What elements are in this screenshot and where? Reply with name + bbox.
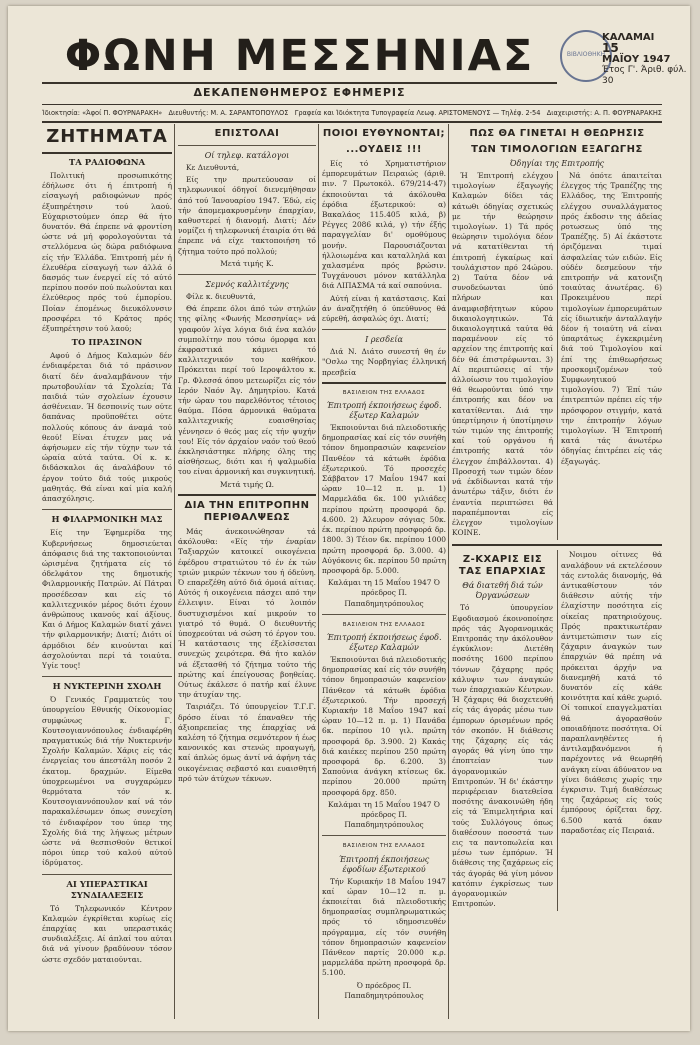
subcolumn-divider xyxy=(557,171,558,540)
letter1-text: Είς την πρωτεύουσαν οί τηλεφωνικοί όδηγοί διενεμήθησαν άπό τού Ίανουαρίου 1947. Έδώ, είς τήν άπομεμακρυσμένην έπαρχίαν, καθυστερεί ή διανομή. Διατί; Δέν νομίζει ή τηλεφωνική έταιρία ότι θά έπρεπε νά είχε τακτοποιήση τό ζήτημα τούτο πρό πολλού; xyxy=(178,175,316,256)
divider xyxy=(42,152,172,154)
masthead xyxy=(42,20,687,100)
relief-text: Μάς άνεκοινώθησαν τά άκόλουθα: «Είς τήν έναρίαν Ταξιαρχών κατοικεί οικογένεια έφέδρου στρατιώτου τό έν έκ τών τριών μικρών τέκνων του ή όδεύνη. Ό επαρεζέθη αύτό διά όμοιά αίτιας. Αύτός ή οικογένεια πάσχει από την έλλειψιν. Είναι τό λοιπόν δυστυχισμένοι καί μικρούν το γιατρό τό θυμά. Ο διευθυντής ύποχρεούται νά σώση τό έργον του. Ή κατάστασις της έξελίσσεται συνεχώς χειρότερα. Θά ήτο καλόν νά έξετασθή τό ζήτημα τούτο τής πρώτης καί έπείγουσας βοηθείας. Ούτως έκάλεσε ό πατήρ καί έλυνε την άτυχίαν της. xyxy=(178,526,316,700)
divider xyxy=(452,544,662,546)
calls-title: ΑΙ ΥΠΕΡΑΣΤΙΚΑΙ ΣΥΝΔΙΑΛΕΞΕΙΣ xyxy=(66,879,148,901)
night-school-title: Η ΝΥΚΤΕΡΙΝΗ ΣΧΟΛΗ xyxy=(52,682,162,693)
notice2-title: Έπιτροπή έκποιήσεως έφοδ. έξωτερ Καλαμών xyxy=(326,632,442,652)
column-divider xyxy=(174,124,175,1019)
notice2-text: Έκποιούνται διά πλειοδοτικής δημοπρασίας καί είς τόν συνήθη τόπον δημοπρασιών καφενείον Πάνθεον τά κάτωθι έφόδια έξωτερικού. Τήν προσεχή Κυριακήν 18 Μαΐου 1947 καί ώραν 10—12 π. μ. 1) Πανάδα 6κ. περίπου 10 γιλ. πρώτη προσφορά δρ. 3.900. 2) Κακάς διά καιέκες περίπου 250 πρώτη προσφορά δρ. 6.200. 3) Σαπούνια άνάγκη κτίσεως 6κ. περίπου 20.000 πρώτη προσφορά δρχ. 850. xyxy=(322,654,446,797)
divider xyxy=(322,329,446,330)
night-school-text: Ό Γενικός Γραμματεύς του ύπουργείου Εθνικής Οίκονομίας συμφώνως κ. Γ. Κουτσογιαννόπουλος ένδιαφέρθη πραγματικώς διά τήν Νυκτερινήν Σχολήν Καλαμών. Χάρις είς τάς ένεργείας του άπεστάλη ποσόν 2 έκατομ. δραχμών. Είμεθα ύποχρεωμένοι να συγχαρώμεν θερμότατα τόν κ. Κουτσογιαννόπουλον καί νά τόν παρακαλέσωμεν όπως συνεχίση τό ένδιαφέρον του ύπερ της Σχολής διά της λήψεως μέτρων ώστε νά θεσπισθούν θετικοί πόροι ύπερ τού καλού αύτού ίδρύματος. xyxy=(42,695,172,868)
manager-info: Διαχειριστής: Α. Π. ΦΟΥΡΝΑΡΑΚΗΣ xyxy=(546,109,662,117)
export-heading-2: ΤΩΝ ΤΙΜΟΛΟΓΙΩΝ ΕΞΑΓΩΓΗΣ xyxy=(471,144,643,155)
notice2-kingdom: ΒΑΣΙΛΕΙΟΝ ΤΗΣ ΕΛΛΑΔΟΣ xyxy=(342,621,426,628)
export-heading-1: ΠΩΣ ΘΑ ΓΙΝΕΤΑΙ Η ΘΕΩΡΗΣΙΣ xyxy=(469,128,645,139)
dateline xyxy=(602,32,690,87)
notice2-signature: Καλάμαι τη 15 Μαΐου 1947 Ό πρόεδρος Π. Παπαδημητρόπουλος xyxy=(328,799,440,830)
date-city: ΚΑΛΑΜΑΙ xyxy=(602,32,655,43)
letter1-greeting: Κε Διευθυντά, xyxy=(186,163,240,172)
relief-text-2: Ταιριάζει. Τό ύπουργείον Τ.Γ.Γ. δρόσο έίναι τό έπαναθεν τής άξιοπρεπείας της έπαρχίας νά καλέση τό ζήτημα σεμνότερον ή έως κανονικός και στενώς προαγωγή, καί άπλώς όμως άντί νά άφήνη τάς οικογένειας σεβαστό και ευαισθητή πρό τών άτύχων τέκνων. xyxy=(178,702,316,783)
subcolumn-divider xyxy=(557,550,558,911)
divider xyxy=(322,835,446,836)
publication-info-bar xyxy=(42,104,662,123)
masthead-rule xyxy=(42,82,557,84)
embassy-text: Διά Ν. Διάτο συνεστή θη έν "Οσλω της Νορβηγίας έλληνική πρεσβεία xyxy=(322,347,446,377)
offices-info: Γραφεία και Ίδιόκτητα Τυπογραφεία Λεωφ. ΑΡΙΣΤΟΜΕΝΟΥΣ — Τηλέφ. 2-54 xyxy=(294,109,541,117)
column-export-invoices xyxy=(452,124,662,1024)
column-divider xyxy=(448,124,449,1019)
calls-text: Τό Τηλεφωνικόν Κέντρον Καλαμών έγκρίθεται κυρίως είς έπαρχίας και υπεραστικάς συνδιαλέξεις. Αί άπλαί του αύται διά νά γίνουν βραδύνουν τόσον ώστε σχεδόν ματαιούνται. xyxy=(42,903,172,964)
radios-title: ΤΑ ΡΑΔΙΟΦΩΝΑ xyxy=(68,158,146,168)
sugar-heading: Ζ-ΚΧΑΡΙΣ ΕΙΣ ΤΑΣ ΕΠΑΡΧΙΑΣ xyxy=(458,554,547,578)
letters-heading: ΕΠΙΣΤΟΛΑΙ xyxy=(214,128,280,139)
divider xyxy=(42,874,172,875)
export-text-a: Ή Έπιτροπή ελέγχου τιμολογίων έξαγωγής Καλαμών δίδει τάς κάτωθι όδηγίας σχετικώς με τήν θεώρησιν τιμολογίων. 1) Τά πρός θεώρησιν τιμολόγια δέον νά κατατίθενται τή έπιτροπή έγκαίρως καί τουλάχιστον πρό 24ώρου. 2) Ταύτα δέον νά συνοδεύωνται ύπό πλήρων και άναμφισβήτητων κύρου δικαιολογητικών. Τά δικαιολογητικά ταύτα θά παραμένουν είς τό αρχείον της έπιτροπής καί δέν θά έπιστρέφωνται. 3) Αί περιπτώσεις αί τήν άλλοίωσιν του τιμολογίου θά θεωρούνται ύπό την έπιτροπής και δέον να κατατίθενται. Διά την ύπερτίμησιν ή ύποτίμησιν τών τιμών της έπιτροπής καί τού οργάνου ή έπιτροπής κατά τόν έλεγχον έπιβάλλονται. 4) Προσοχή των τιμών δέον νά έκδίδωνται κατά τήν άνωτέρω τάξιν, διότι έν έναντία περιπτώσει θά παραπέμπονται είς έλεγχον τιμολογίων ΚΟΙΝΕ. xyxy=(452,171,553,538)
green-title: ΤΟ ΠΡΑΣΙΝΟΝ xyxy=(71,338,143,349)
notice3-title: Έπιτροπή έκποιήσεως έφοδίων έξωτερικού xyxy=(338,854,430,874)
newspaper-subtitle: ΔΕΚΑΠΕΝΘΗΜΕΡΟΣ ΕΦΗΜΕΡΙΣ xyxy=(193,86,406,99)
divider xyxy=(42,676,172,677)
export-body xyxy=(452,171,662,540)
newspaper-page xyxy=(8,6,690,1031)
letter1-title: Οί τηλεφ. κατάλογοι xyxy=(204,151,290,160)
notice3-text: Τήν Κυριακήν 18 Μαΐου 1947 καί ώραν 10—12 π. μ. έκποιείται διά πλειοδοτικής δημοπρασίας συμπληρωματικώς πρός τό ιδημοσιευθέν πρόγραμμα, είς τόν συνήθη τόπον δημοπρασιών καφενείον Πάνθεον παρτίς 20.000 κ.ρ. μαρμελάδα πρώτη προσφορά δρ. 5.100. xyxy=(322,876,446,978)
sugar-body xyxy=(452,550,662,911)
column-issues xyxy=(42,124,172,1024)
column-divider xyxy=(318,124,319,1019)
sugar-text-d: Νοιμου οίτινες θά αναλάβουν νά εκτελέσουν τάς εντολάς διανομής, θά άντικαθίστουν τόν διάθεσιν αύτής τήν έλαχίστην ποσότητα είς οίκείας πρατηριούχους. Πρός πρακτικωτέραν άντιμετώπισιν των είς ζάχαριν άναγκών των έπαρχιών θά πρέπη νά πρόκειται άρχήν να διανεμηθή κατά τό δυνατόν είς κάθε κοινότητα καί κάθε χωριό. Οί τοπικοί επαγγελματίαι θά άγορασθούν οποιαδήποτε ποσότητα. Οί παραπλανηθέντες ή άντιλαμβανόμενοι ή παρέχοντες νά θεωρηθή ανάγκη είναι άδύνατον να γίνει διάθεσις χωρίς την έγκρισιν. Τιμή διαθέσεως της ζαχάρεως είς τούς έμπόρους όρίζεται δρχ. 6.500 κατά όκαν παραδοτέας είς Πειραιά. xyxy=(561,550,662,835)
radios-text: Πολιτική προσωπικότης έδήλωσε ότι ή έπιτροπή ή είσαγωγή ραδιοφώνων πρός έξυπηρέτησιν τού λαού. Εύχαριστούμεν όπερ θά ήτο δυνατόν. Θά έπρεπε νά φροντίση ώστε νά μή φορολογούνται τά στελλόμενα ώς δώρα ραδιόφωνα είς τήν Έλλάδα. Έπιτροπή μέν ή έλευθέρα είσαγωγή των άλλά ό δασμός των ένεργεί είς τό αύτό περίπου ποσόν πού πωλούνται και έλεύθερος πρός τού έμπορίου. Ποίαν έπομένως διευκόλυνσιν προσφέρει τό Κράτος πρός έξυπηρέτησιν τού λαού; xyxy=(42,171,172,334)
divider xyxy=(178,494,316,496)
export-subcolumn-left xyxy=(452,171,553,540)
export-subheading: Όδηγίαι της Επιτροπής xyxy=(509,159,605,168)
green-text: Αφού ό Δήμος Καλαμών δέν ένδιαφέρεται διά τό πράσινον διατί δέν άναλαμβάνουν τήν πρωτοβουλίαν τά Σχολεία; Τά παιδιά τών σχολείων έχουσιν άσθένειαν. Ή δεσποινίς των ούτε δαπάνας προϋποθέτει ούτε πολλούς κόπους άν άναμά τού θεού! Είναι έτυχεν μας νά άφήσωμεν είς τήν τύχην των τά ώραία αύτά ταύτα. Οί κ. κ. διδάσκαλοι άς άναλάβουν τό έργον τούτο διά τούς μικρούς μαθητάς. Θά είναι καί μία καλή άπασχόλησις. xyxy=(42,351,172,504)
divider xyxy=(322,614,446,615)
date-month-year: ΜΑΪΟΥ 1947 xyxy=(602,54,671,65)
divider xyxy=(178,145,316,146)
notice3-signature: Ό πρόεδρος Π. Παπαδημητρόπουλος xyxy=(344,980,424,1000)
nobody-heading: ...ΟΥΔΕΙΣ !!! xyxy=(346,144,422,155)
notice3-kingdom: ΒΑΣΙΛΕΙΟΝ ΤΗΣ ΕΛΛΑΔΟΣ xyxy=(342,843,426,850)
divider xyxy=(42,509,172,510)
sugar-subheading: Θά διατεθή διά τών Όργανώσεων xyxy=(462,581,543,601)
letter2-signature: Μετά τιμής Ω. xyxy=(219,479,274,489)
column-letters xyxy=(178,124,316,1024)
owner-info: Ίδιοκτησία: «Άφοί Π. ΦΟΥΡΝΑΡΑΚΗ» xyxy=(42,109,163,117)
philharmonic-text: Είς την Έφημερίδα της Κυβερνήσεως δημοσιεύεται άπόφασις διά της τακτοποιούνται ώρισμένα ζητήματα είς τό όδελφάτον της δημοτικής Φιλαρμονικής Πατρών. Αί Πάτραι προσέδεσαν και είς τό καλλιτεχνικόν μέρος διότι έχουν άνθρώπους ικανούς καί άξίους. Και ό Δήμος Καλαμών διατί χάνει τήν φιλαρμονικήν; Διατί; Διότι οί άρμόδιοι δέν κινούνται καί άσχολούνται περί τά τοιαύτα. Υγίε τους! xyxy=(42,528,172,670)
notice1-text: Έκποιούνται διά πλειοδοτικής δημοπρασίας καί είς τόν συνήθη τόπον δημοπρασιών καφενείον Πανθέον τά κάτωθι έφόδια έξωτερικού. Τό προσεχές Σάββατον 17 Μαΐου 1947 καί ώραν 10—12 π. μ. 1) Μαρμελάδα 6κ. 100 γιλιάδες περίπου πρώτη προσφορά δρ. 4.600. 2) Άλευρον σόγιας 50κ. έκ. περίπου πρώτη προσφορά δρ. 1800. 3) Τέιον 6κ. περίπου 1000 πρώτη προσφορά δρ. 3.000. 4) Αύγόκονις 6κ. περίπου 50 πρώτη προσφορά δρ. 5.000. xyxy=(322,423,446,575)
letter2-text: Θά έπρεπε όλοι άπό τών στηλών της φίλης «Φωνής Μεσσηνίας» νά γραφούν λίγα λόγια διά ένα καλόν συμπολίτην που τόσω όμορφα και έκφραστικά κάμνει τό καλλιτεχνικόν του καθήκον. Πρόκειται περί τού Ιεροψάλτου κ. Γρ. Φλεσσά όπου μετεωρίζει είς τόν Ιερόν Ναόν Άγ. Δημητρίου. Κατά τήν ώραν του παρελθόντος τέτοιος θαύμα. Πόσα άρμονικά θαύματα καλλιτεχνικής ευαισθησίας γέννησεν ό θεός μας είς τήν ψυχήν του! Είς τόν άρχαίον ναόν τού θεού έκκλησιάστηκε πλήρης όλης της αίσθήσεως, διότι και ή ψαλμωδία του είναι άρμονική και συγκινητική. xyxy=(178,304,316,477)
notice1-kingdom: ΒΑΣΙΛΕΙΟΝ ΤΗΣ ΕΛΛΑΔΟΣ xyxy=(342,389,426,396)
responsible-heading: ΠΟΙΟΙ ΕΥΘΥΝΟΝΤΑΙ; xyxy=(322,128,446,139)
relief-heading: ΔΙΑ ΤΗΝ ΕΠΙΤΡΟΠΗΝ ΠΕΡΙΘΑΛΨΕΩΣ xyxy=(184,499,310,523)
letter1-signature: Μετά τιμής Κ. xyxy=(220,258,274,268)
stamp-text: ΒΙΒΛΙΟΘΗΚΗ xyxy=(566,51,606,58)
export-text-b: Νά όπότε άπαιτείται έλεγχος τής Τραπέζης της Ελλάδος, της Έπιτροπής ελέγχου συναλλάγματος πρός έκδοσιν της άδείας ροτωσεως ύπό της Τραπέζης. 5) Αί έκάστοτε όριζόμεναι τιμαί άσφαλείας τών ειδών. Είς ούδέν δεσμεύουν τήν επιτροπήν νά κατονιζη τοιαύτας άνωτέρας. 6) Προκειμένου περί τιμολογίων έμπορευμάτων είς ίδιωτικήν άνταλλαγήν δέον ή τοιαύτη νά είναι ύπαρτάτως έγκεκριμένη διά τού Τιμολογίου καί έπί της έπιθεωρήσεως προσκομιζομένων τού Συμφωνητικού τιμολογίου. 7) Έπί τών έπιτρεπτών πρέπει είς τήν πρόσφορον στιγμήν, κατά την έπιτροπήν λόγων τιμολογίων. Ή Έπιτροπή κατά τάς άνωτέρω όδηγίας έπιτρέπει είς τάς έξαγωγάς. xyxy=(561,171,662,466)
notice1-signature: Καλάμαι τη 15 Μαΐου 1947 Ό πρόεδρος Π. Παπαδημητρόπουλος xyxy=(328,578,440,608)
embassy-title: Ι ρεσδεία xyxy=(365,335,403,345)
notice1-title: Έπιτροπή έκποιήσεως έφοδ. έξωτερ Καλαμών xyxy=(326,401,442,421)
divider xyxy=(322,382,446,384)
year-issue: Έτος Γ'. Άριθ. φύλ. 30 xyxy=(602,65,687,86)
export-subcolumn-right xyxy=(561,171,662,540)
divider xyxy=(178,274,316,275)
philharmonic-title: Η ΦΙΛΑΡΜΟΝΙΚΗ ΜΑΣ xyxy=(51,515,163,526)
date-day: 15 xyxy=(602,41,619,55)
sugar-subcolumn-left xyxy=(452,550,553,911)
sugar-text-c: Τό ύπουργείον Εφοδιασμού έκοινοποίησε πρός τάς Άγορανομικάς Επιτροπάς την άκόλουθον έγκύκλιον: Διετέθη ποσότης 1600 περίπου τόννων ζάχαρης πρός κάλυψιν των άναγκών των έπαρχιακών Κέντρων. Ή ζάχαρις θά διοχετευθή είς τάς άγοράς μέσω των έμπορων όρισμένων πρός τόν σκοπόν. Η διάθεσις της ζάχαρης είς τάς αγοράς θά γίνη ύπο την έποπτείαν των άγορανομικών Επιτροπών. Ή δι' έκάστην περιφέρειαν διατεθείσα ποσότης άνακοινώθη ήδη είς τά Έπιμελητήρια καί τούς Συλλόγους όπως διαθέσουν ποσοστά των εις τα παντοπωλεία και μέσω των έμπόρων. Ή διάθεσις της ζαχάρεως είς τάς άγοράς θά γίνη μόνον κατόπιν έγκρίσεως των άγορανομικών Επιτροπών. xyxy=(452,603,553,909)
column-responsibility xyxy=(322,124,446,1024)
director-info: Διευθυντής: Μ. Α. ΣΑΡΑΝΤΟΠΟΥΛΟΣ xyxy=(168,109,289,117)
issues-heading: ΖΗΤΗΜΑΤΑ xyxy=(46,126,168,147)
newspaper-title: ΦΩΝΗ ΜΕΣΣΗΝΙΑΣ xyxy=(64,31,535,81)
letter2-greeting: Φίλε κ. διευθυντά, xyxy=(186,292,256,302)
responsible-text: Είς τό Χρηματιστήριον έμπορευμάτων Πειραιώς (άριθ. πιν. 7 Πρωτοκόλ. 679/214-47) έκποιούνται τά άκόλουθα έφόδια έξωτερικού: α) Βακαλάος 115.405 κιλά, β) Ρέγγες 2086 κιλά, γ) τήν έξής παραγγελίαν δι' ομοθύμους μονήν. Παρουσιάζονται ήλλοιωμένα και καταλληλά και χαλασμένα πρός βρώσιν. Τυγχάνουσι μόνον κατάλληλα διά ΛΙΠΑΣΜΑ τά καί σαπούνια. xyxy=(322,159,446,291)
letter2-title: Σεμνός καλλιτέχνης xyxy=(205,280,289,290)
sugar-subcolumn-right xyxy=(561,550,662,911)
responsible-text-2: Αύτή είναι ή κατάστασις. Καί άν άναζητήθη ό ύπεύθυνος θά εύρεθή, άσφαλώς όχι. Διατί; xyxy=(322,293,446,324)
